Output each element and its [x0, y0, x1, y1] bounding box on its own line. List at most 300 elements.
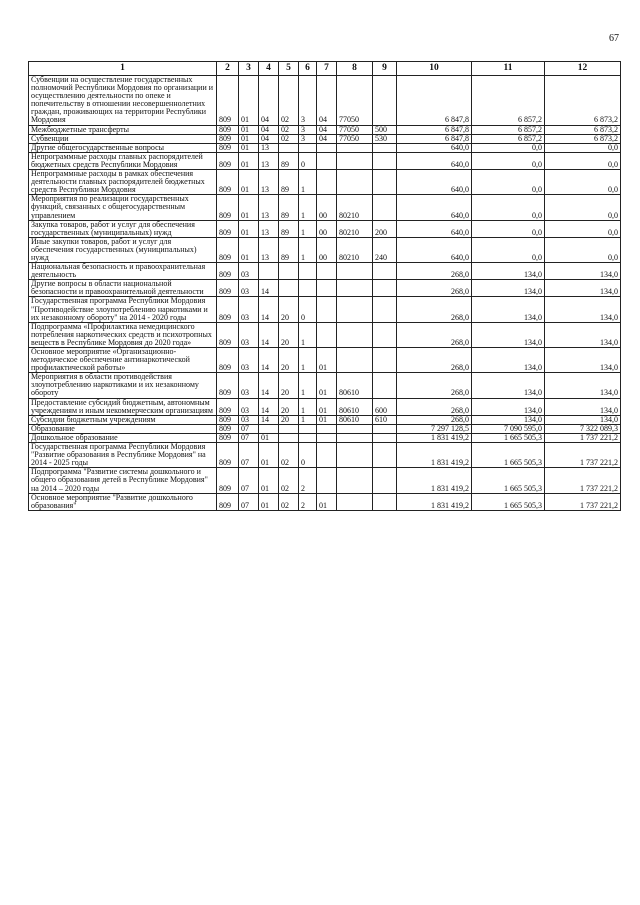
table-cell: 80210 [337, 237, 373, 262]
table-cell: 134,0 [472, 322, 545, 347]
table-cell: 7 322 089,3 [545, 424, 621, 433]
table-cell: 809 [217, 373, 239, 398]
table-cell: 20 [279, 398, 299, 415]
table-cell: 7 090 595,0 [472, 424, 545, 433]
table-cell [259, 424, 279, 433]
table-cell: 80210 [337, 195, 373, 220]
table-cell: 07 [239, 493, 259, 510]
row-description: Субвенции на осуществление государственных полномочий Республики Мордовия по организации и осуществлению деятельности по опеке и попечительству в отношении несовершеннолетних граждан, проживающих на территории Республики Мордовия [29, 76, 217, 126]
table-cell: 268,0 [397, 415, 472, 424]
table-cell [337, 493, 373, 510]
table-cell: 1 665 505,3 [472, 443, 545, 468]
table-cell: 89 [279, 237, 299, 262]
table-cell: 07 [239, 433, 259, 442]
table-cell: 6 847,8 [397, 134, 472, 143]
table-cell: 0,0 [472, 220, 545, 237]
row-description: Подпрограмма "Развитие системы дошкольного и общего образования детей в Республике Мордовия" на 2014 – 2020 годы [29, 468, 217, 493]
table-cell [373, 263, 397, 280]
table-cell: 0,0 [472, 170, 545, 195]
table-cell: 02 [279, 493, 299, 510]
table-cell [299, 143, 317, 152]
table-cell [337, 468, 373, 493]
table-cell: 80210 [337, 220, 373, 237]
table-row [29, 322, 621, 347]
row-description: Национальная безопасность и правоохранительная деятельность [29, 263, 217, 280]
table-cell: 0,0 [545, 220, 621, 237]
table-cell: 809 [217, 348, 239, 373]
table-cell: 1 [299, 170, 317, 195]
table-cell: 809 [217, 263, 239, 280]
row-description: Подпрограмма «Профилактика немедицинского потребления наркотических средств и психотропных веществ в Республике Мордовия до 2020 года» [29, 322, 217, 347]
table-cell: 134,0 [545, 263, 621, 280]
table-cell: 809 [217, 468, 239, 493]
row-description: Межбюджетные трансферты [29, 125, 217, 134]
table-row [29, 220, 621, 237]
table-cell: 268,0 [397, 322, 472, 347]
table-cell: 809 [217, 443, 239, 468]
table-cell [279, 433, 299, 442]
table-cell: 134,0 [545, 415, 621, 424]
table-cell: 04 [259, 76, 279, 126]
table-cell: 04 [317, 76, 337, 126]
table-cell: 200 [373, 220, 397, 237]
table-cell: 809 [217, 424, 239, 433]
table-cell: 13 [259, 220, 279, 237]
table-cell: 0,0 [545, 152, 621, 169]
table-cell [373, 322, 397, 347]
table-cell: 268,0 [397, 348, 472, 373]
table-cell: 1 737 221,2 [545, 493, 621, 510]
table-cell: 600 [373, 398, 397, 415]
column-header: 1 [29, 62, 217, 76]
table-cell [299, 424, 317, 433]
table-cell [317, 280, 337, 297]
table-cell: 0 [299, 297, 317, 322]
table-cell: 01 [259, 493, 279, 510]
table-cell: 0,0 [545, 143, 621, 152]
table-cell [317, 443, 337, 468]
column-header: 10 [397, 62, 472, 76]
table-cell: 1 737 221,2 [545, 433, 621, 442]
table-cell: 01 [239, 237, 259, 262]
table-cell [337, 263, 373, 280]
table-cell [337, 297, 373, 322]
row-description: Мероприятия по реализации государственных функций, связанных с общегосударственным управлением [29, 195, 217, 220]
table-cell: 14 [259, 348, 279, 373]
table-cell [337, 348, 373, 373]
table-row [29, 195, 621, 220]
table-cell: 14 [259, 398, 279, 415]
table-cell: 01 [317, 398, 337, 415]
table-cell [373, 433, 397, 442]
table-cell [373, 143, 397, 152]
table-cell [337, 152, 373, 169]
table-cell: 134,0 [545, 297, 621, 322]
table-cell [317, 297, 337, 322]
table-cell: 809 [217, 76, 239, 126]
table-cell [337, 433, 373, 442]
table-row [29, 348, 621, 373]
table-cell: 268,0 [397, 373, 472, 398]
table-cell: 6 873,2 [545, 76, 621, 126]
table-cell: 1 665 505,3 [472, 493, 545, 510]
row-description: Субвенции [29, 134, 217, 143]
table-row [29, 443, 621, 468]
table-cell: 13 [259, 237, 279, 262]
table-cell: 01 [239, 220, 259, 237]
row-description: Другие общегосударственные вопросы [29, 143, 217, 152]
table-cell [337, 280, 373, 297]
table-row [29, 125, 621, 134]
table-cell [373, 424, 397, 433]
table-cell: 809 [217, 220, 239, 237]
table-cell: 20 [279, 348, 299, 373]
table-cell: 03 [239, 373, 259, 398]
table-cell: 02 [279, 125, 299, 134]
table-cell: 01 [239, 143, 259, 152]
table-cell: 640,0 [397, 237, 472, 262]
table-cell: 0 [299, 152, 317, 169]
table-cell: 2 [299, 468, 317, 493]
table-cell: 04 [317, 125, 337, 134]
table-cell: 04 [259, 134, 279, 143]
table-row [29, 493, 621, 510]
table-cell: 20 [279, 297, 299, 322]
table-cell: 04 [259, 125, 279, 134]
table-cell: 134,0 [472, 280, 545, 297]
column-header: 8 [337, 62, 373, 76]
table-cell: 20 [279, 322, 299, 347]
table-cell: 6 847,8 [397, 125, 472, 134]
table-cell [317, 433, 337, 442]
table-cell: 809 [217, 433, 239, 442]
table-cell: 02 [279, 134, 299, 143]
row-description: Непрограммные расходы главных распорядителей бюджетных средств Республики Мордовия [29, 152, 217, 169]
table-cell: 00 [317, 237, 337, 262]
column-header: 9 [373, 62, 397, 76]
row-description: Государственная программа Республики Мордовия "Развитие образования в Республике Мордовия" на 2014 - 2025 годы [29, 443, 217, 468]
table-cell: 03 [239, 280, 259, 297]
table-cell: 134,0 [472, 297, 545, 322]
table-row [29, 134, 621, 143]
row-description: Дошкольное образование [29, 433, 217, 442]
table-row [29, 373, 621, 398]
table-cell [373, 195, 397, 220]
table-cell: 134,0 [545, 398, 621, 415]
table-cell [373, 373, 397, 398]
table-cell: 6 873,2 [545, 125, 621, 134]
table-cell: 14 [259, 280, 279, 297]
table-cell: 6 857,2 [472, 76, 545, 126]
table-row [29, 280, 621, 297]
table-body [29, 76, 621, 511]
table-cell: 1 [299, 322, 317, 347]
table-cell [317, 143, 337, 152]
table-cell: 03 [239, 322, 259, 347]
table-row [29, 170, 621, 195]
table-cell: 0,0 [545, 195, 621, 220]
table-cell: 134,0 [472, 263, 545, 280]
table-cell: 809 [217, 152, 239, 169]
table-cell: 7 297 128,5 [397, 424, 472, 433]
table-row [29, 433, 621, 442]
table-cell: 01 [239, 125, 259, 134]
row-description: Основное мероприятие «Организационно-методическое обеспечение антинаркотической профилактической работы» [29, 348, 217, 373]
row-description: Другие вопросы в области национальной безопасности и правоохранительной деятельности [29, 280, 217, 297]
table-cell: 0,0 [472, 152, 545, 169]
table-cell [373, 76, 397, 126]
table-cell: 1 [299, 237, 317, 262]
table-cell: 14 [259, 322, 279, 347]
row-description: Образование [29, 424, 217, 433]
table-cell: 13 [259, 170, 279, 195]
table-cell: 80610 [337, 373, 373, 398]
table-cell: 1 [299, 398, 317, 415]
table-cell: 89 [279, 195, 299, 220]
table-cell: 80610 [337, 398, 373, 415]
table-cell [299, 280, 317, 297]
table-cell: 0,0 [472, 143, 545, 152]
table-cell: 1 737 221,2 [545, 443, 621, 468]
table-cell: 6 857,2 [472, 134, 545, 143]
table-row [29, 415, 621, 424]
table-cell: 80610 [337, 415, 373, 424]
table-cell: 77050 [337, 134, 373, 143]
table-cell [279, 263, 299, 280]
table-cell: 6 857,2 [472, 125, 545, 134]
table-cell [373, 443, 397, 468]
table-cell: 89 [279, 220, 299, 237]
table-cell: 13 [259, 152, 279, 169]
table-cell: 01 [317, 493, 337, 510]
table-cell [337, 443, 373, 468]
table-cell: 01 [239, 170, 259, 195]
table-cell: 640,0 [397, 220, 472, 237]
table-cell: 640,0 [397, 195, 472, 220]
table-cell: 268,0 [397, 280, 472, 297]
table-cell: 1 665 505,3 [472, 468, 545, 493]
header-row [29, 62, 621, 76]
table-cell: 1 831 419,2 [397, 468, 472, 493]
table-cell [317, 263, 337, 280]
page-number: 67 [609, 33, 619, 44]
table-cell: 640,0 [397, 170, 472, 195]
table-cell [373, 152, 397, 169]
table-cell [373, 280, 397, 297]
table-cell [317, 424, 337, 433]
column-header: 4 [259, 62, 279, 76]
table-cell: 134,0 [545, 348, 621, 373]
table-cell: 809 [217, 170, 239, 195]
table-cell: 134,0 [545, 280, 621, 297]
table-cell: 134,0 [472, 398, 545, 415]
table-cell [317, 170, 337, 195]
table-cell: 01 [259, 433, 279, 442]
table-cell: 809 [217, 134, 239, 143]
column-header: 6 [299, 62, 317, 76]
table-cell: 77050 [337, 76, 373, 126]
table-cell: 03 [239, 348, 259, 373]
table-cell: 0 [299, 443, 317, 468]
table-cell: 3 [299, 76, 317, 126]
table-cell: 268,0 [397, 297, 472, 322]
table-cell: 268,0 [397, 398, 472, 415]
table-cell: 3 [299, 125, 317, 134]
table-cell: 01 [317, 348, 337, 373]
table-cell: 134,0 [472, 373, 545, 398]
table-cell [279, 424, 299, 433]
row-description: Непрограммные расходы в рамках обеспечения деятельности главных распорядителей бюджетных средств Республики Мордовия [29, 170, 217, 195]
table-row [29, 398, 621, 415]
budget-table [28, 61, 621, 511]
table-row [29, 424, 621, 433]
table-cell: 1 [299, 348, 317, 373]
table-cell: 07 [239, 443, 259, 468]
column-header: 3 [239, 62, 259, 76]
table-cell: 20 [279, 415, 299, 424]
table-cell [337, 322, 373, 347]
table-cell: 809 [217, 195, 239, 220]
row-description: Субсидии бюджетным учреждениям [29, 415, 217, 424]
table-cell: 809 [217, 398, 239, 415]
table-cell: 01 [239, 195, 259, 220]
table-cell: 01 [317, 415, 337, 424]
table-cell: 07 [239, 424, 259, 433]
row-description: Мероприятия в области противодействия злоупотреблению наркотиками и их незаконному обороту [29, 373, 217, 398]
table-cell: 0,0 [545, 237, 621, 262]
table-cell: 809 [217, 143, 239, 152]
table-cell [317, 468, 337, 493]
table-cell: 6 847,8 [397, 76, 472, 126]
table-cell: 809 [217, 125, 239, 134]
table-cell: 640,0 [397, 143, 472, 152]
table-cell: 1 [299, 415, 317, 424]
table-cell: 3 [299, 134, 317, 143]
table-cell: 14 [259, 297, 279, 322]
table-row [29, 152, 621, 169]
row-description: Государственная программа Республики Мордовия "Противодействие злоупотреблению наркотиками и их незаконному обороту" на 2014 - 2020 годы [29, 297, 217, 322]
table-cell: 134,0 [472, 348, 545, 373]
table-cell [299, 263, 317, 280]
table-cell: 240 [373, 237, 397, 262]
table-cell: 1 831 419,2 [397, 433, 472, 442]
table-cell [279, 143, 299, 152]
table-cell: 01 [259, 468, 279, 493]
table-cell: 02 [279, 443, 299, 468]
table-cell: 14 [259, 415, 279, 424]
table-row [29, 263, 621, 280]
table-cell: 0,0 [545, 170, 621, 195]
row-description: Основное мероприятие "Развитие дошкольного образования" [29, 493, 217, 510]
column-header: 2 [217, 62, 239, 76]
row-description: Закупка товаров, работ и услуг для обеспечения государственных (муниципальных) нужд [29, 220, 217, 237]
table-cell: 6 873,2 [545, 134, 621, 143]
table-cell: 13 [259, 195, 279, 220]
table-cell: 268,0 [397, 263, 472, 280]
table-cell: 809 [217, 415, 239, 424]
table-cell: 1 665 505,3 [472, 433, 545, 442]
table-row [29, 143, 621, 152]
table-cell [373, 297, 397, 322]
table-cell: 00 [317, 195, 337, 220]
table-cell [317, 152, 337, 169]
table-cell: 809 [217, 297, 239, 322]
column-header: 7 [317, 62, 337, 76]
table-cell: 2 [299, 493, 317, 510]
table-cell: 03 [239, 415, 259, 424]
table-cell: 809 [217, 280, 239, 297]
table-cell: 04 [317, 134, 337, 143]
table-cell: 03 [239, 297, 259, 322]
table-cell: 03 [239, 263, 259, 280]
row-description: Предоставление субсидий бюджетным, автономным учреждениям и иным некоммерческим организациям [29, 398, 217, 415]
table-cell: 1 [299, 373, 317, 398]
column-header: 11 [472, 62, 545, 76]
table-cell: 01 [239, 76, 259, 126]
table-cell [317, 322, 337, 347]
table-cell: 1 [299, 195, 317, 220]
table-cell: 134,0 [545, 373, 621, 398]
table-cell: 01 [317, 373, 337, 398]
table-cell [373, 348, 397, 373]
table-cell: 01 [259, 443, 279, 468]
column-header: 5 [279, 62, 299, 76]
table-cell: 02 [279, 76, 299, 126]
table-cell [299, 433, 317, 442]
table-cell: 1 737 221,2 [545, 468, 621, 493]
table-cell: 01 [239, 152, 259, 169]
table-cell: 640,0 [397, 152, 472, 169]
table-cell: 809 [217, 237, 239, 262]
table-cell: 809 [217, 493, 239, 510]
table-cell [337, 170, 373, 195]
table-cell: 0,0 [472, 237, 545, 262]
table-cell: 03 [239, 398, 259, 415]
table-row [29, 76, 621, 126]
table-cell: 1 831 419,2 [397, 493, 472, 510]
table-cell: 530 [373, 134, 397, 143]
table-cell: 1 831 419,2 [397, 443, 472, 468]
table-cell: 89 [279, 170, 299, 195]
table-cell: 01 [239, 134, 259, 143]
table-cell: 500 [373, 125, 397, 134]
table-cell: 134,0 [545, 322, 621, 347]
table-cell [373, 170, 397, 195]
table-cell: 02 [279, 468, 299, 493]
table-row [29, 237, 621, 262]
table-cell: 14 [259, 373, 279, 398]
table-row [29, 297, 621, 322]
column-header: 12 [545, 62, 621, 76]
table-cell [373, 493, 397, 510]
table-cell: 809 [217, 322, 239, 347]
table-cell [337, 143, 373, 152]
table-cell: 610 [373, 415, 397, 424]
table-cell [259, 263, 279, 280]
table-cell: 20 [279, 373, 299, 398]
row-description: Иные закупки товаров, работ и услуг для обеспечения государственных (муниципальных) нужд [29, 237, 217, 262]
table-cell [279, 280, 299, 297]
table-cell [373, 468, 397, 493]
table-cell: 89 [279, 152, 299, 169]
table-cell: 134,0 [472, 415, 545, 424]
table-row [29, 468, 621, 493]
table-cell: 07 [239, 468, 259, 493]
table-cell: 00 [317, 220, 337, 237]
table-header [29, 62, 621, 76]
table-cell [337, 424, 373, 433]
table-cell: 1 [299, 220, 317, 237]
